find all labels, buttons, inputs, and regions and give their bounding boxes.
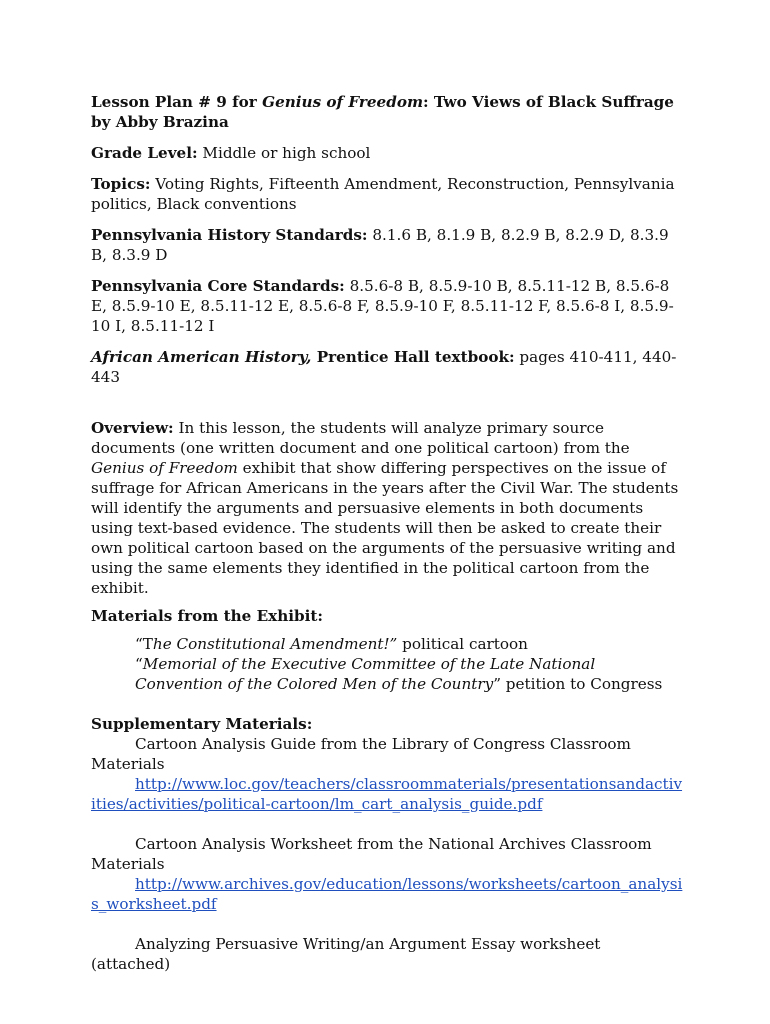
pa-history-value: 8.1.6 B, 8.1.9 B, 8.2.9 B, 8.2.9 D, 8.3.9 B, 8.3.9 D	[91, 226, 669, 264]
supplementary-item-persuasive: Analyzing Persuasive Writing/an Argument Essay worksheet (attached)	[91, 935, 601, 973]
grade-label: Grade Level:	[91, 144, 198, 162]
supplementary-item-loc-text: Cartoon Analysis Guide from the Library of Congress Classroom Materials	[91, 735, 631, 773]
loc-guide-link[interactable]: http://www.loc.gov/teachers/classroommaterials/presentationsandactivities/activities/political-cartoon/lm_cart_analysis_guide.pdf	[91, 775, 683, 813]
title-suffix: : Two Views of Black Suffrage by Abby Brazina	[91, 93, 674, 131]
archives-worksheet-link[interactable]: http://www.archives.gov/education/lessons/worksheets/cartoon_analysis_worksheet.pdf	[91, 875, 683, 913]
topics-label: Topics:	[91, 175, 151, 193]
grade-level	[91, 143, 683, 163]
pa-core-standards	[91, 276, 683, 336]
pa-core-label: Pennsylvania Core Standards:	[91, 277, 345, 295]
title-italic: Genius of Freedom	[262, 93, 424, 111]
overview-text-1: In this lesson, the students will analyze primary source documents (one written document and one political cartoon) from the	[91, 419, 630, 457]
pa-history-label: Pennsylvania History Standards:	[91, 226, 368, 244]
topics-value: Voting Rights, Fifteenth Amendment, Reconstruction, Pennsylvania politics, Black conventions	[91, 175, 675, 213]
document-page	[91, 92, 683, 974]
topics	[91, 174, 683, 214]
overview-label: Overview:	[91, 419, 174, 437]
pa-history-standards	[91, 225, 683, 265]
textbook-value: pages 410-411, 440-443	[91, 348, 677, 386]
title-prefix: Lesson Plan # 9 for	[91, 93, 263, 111]
materials-heading: Materials from the Exhibit:	[91, 607, 324, 625]
supplementary-heading: Supplementary Materials:	[91, 715, 313, 733]
overview-italic: Genius of Freedom	[91, 459, 238, 477]
supplementary-item-loc-link-wrap	[91, 774, 683, 814]
grade-value: Middle or high school	[197, 144, 371, 162]
supplementary-item-archives-text: Cartoon Analysis Worksheet from the National Archives Classroom Materials	[91, 835, 652, 873]
pa-core-value: 8.5.6-8 B, 8.5.9-10 B, 8.5.11-12 B, 8.5.6-8 E, 8.5.9-10 E, 8.5.11-12 E, 8.5.6-8 F, 8.5.9-10 F, 8.5.11-12 F, 8.5.6-8 I, 8.5.9-10 I, 8.5.11-12 I	[91, 277, 674, 335]
supplementary-item-loc	[91, 734, 683, 814]
page-title	[91, 92, 683, 132]
supplementary-item-archives-link-wrap	[91, 874, 683, 914]
textbook-label: Prentice Hall textbook:	[311, 348, 515, 366]
materials-item-cartoon: “The Constitutional Amendment!” political cartoon	[135, 635, 528, 653]
overview	[91, 418, 683, 598]
textbook	[91, 347, 683, 387]
textbook-italic-label: African American History,	[91, 348, 312, 366]
materials-item-memorial: “Memorial of the Executive Committee of the Late National Convention of the Colored Men of the Country” petition to Congress	[135, 655, 663, 693]
overview-text-2: exhibit that show differing perspectives on the issue of suffrage for African Americans in the years after the Civil War. The students will identify the arguments and persuasive elements in both documents using text-based evidence. The students will then be asked to create their own political cartoon based on the arguments of the persuasive writing and using the same elements they identified in the political cartoon from the exhibit.	[91, 459, 679, 597]
supplementary-item-archives	[91, 834, 683, 914]
